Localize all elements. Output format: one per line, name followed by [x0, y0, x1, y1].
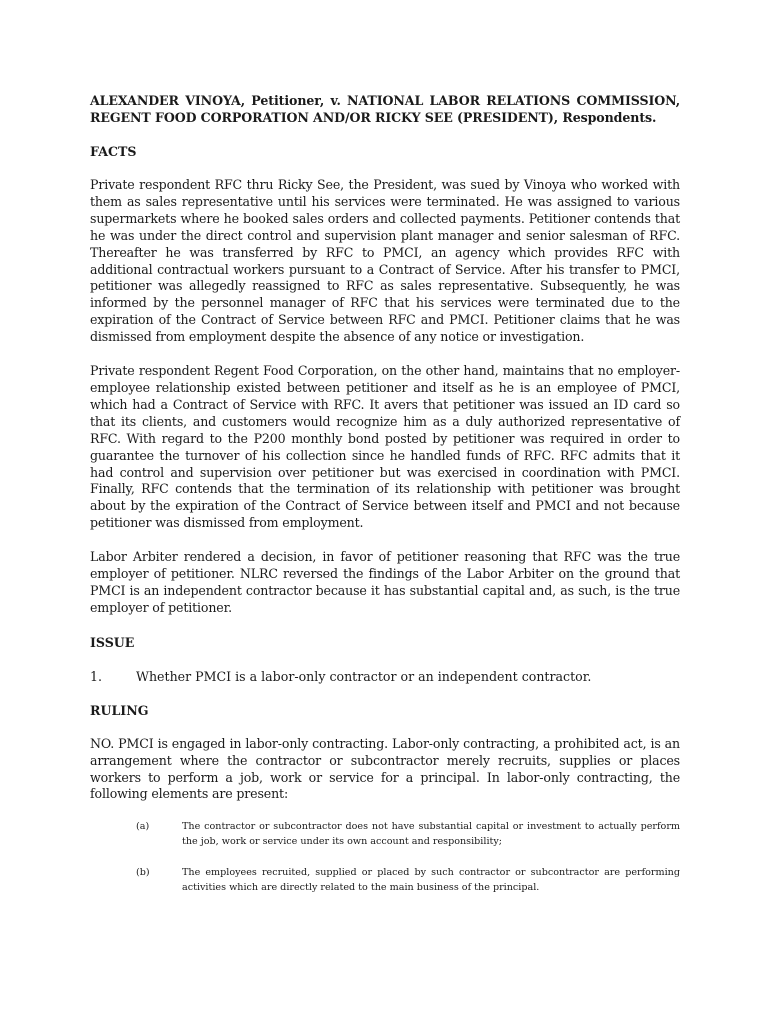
ruling-heading: RULING	[90, 702, 149, 718]
element-label: (b)	[136, 867, 150, 879]
element-item-a	[136, 820, 680, 849]
elements-list	[136, 820, 680, 895]
facts-heading: FACTS	[90, 144, 137, 159]
ruling-paragraph: NO. PMCI is engaged in labor-only contracting. Labor-only contracting, a prohibited act, is an arrangement where the contractor or subcontractor merely recruits, supplies or places workers to perform a job, work or service for a principal. In labor-only contracting, the following elements are present:	[90, 735, 680, 802]
element-item-b	[136, 866, 680, 895]
case-title: ALEXANDER VINOYA, Petitioner, v. NATIONAL LABOR RELATIONS COMMISSION, REGENT FOOD CORPORATION AND/OR RICKY SEE (PRESIDENT), Respondents.	[90, 93, 680, 125]
element-text: The employees recruited, supplied or placed by such contractor or subcontractor are performing activities which are directly related to the main business of the principal.	[182, 867, 680, 893]
element-label: (a)	[136, 821, 150, 833]
issue-heading: ISSUE	[90, 634, 135, 650]
issue-text: Whether PMCI is a labor-only contractor or an independent contractor.	[136, 668, 592, 684]
document-page	[90, 92, 680, 912]
facts-paragraph-3: Labor Arbiter rendered a decision, in favor of petitioner reasoning that RFC was the true employer of petitioner. NLRC reversed the findings of the Labor Arbiter on the ground that PMCI is an independent contractor because it has substantial capital and, as such, is the true employer of petitioner.	[90, 549, 680, 615]
facts-paragraph-2: Private respondent Regent Food Corporation, on the other hand, maintains that no employer-employee relationship existed between petitioner and itself as he is an employee of PMCI, which had a Contract of Service with RFC. It avers that petitioner was issued an ID card so that its clients, and customers would recognize him as a duly authorized representative of RFC. With regard to the P200 monthly bond posted by petitioner was required in order to guarantee the turnover of his collection since he handled funds of RFC. RFC admits that it had control and supervision over petitioner but was exercised in coordination with PMCI. Finally, RFC contends that the termination of its relationship with petitioner was brought about by the expiration of the Contract of Service between itself and PMCI and not because petitioner was dismissed from employment.	[90, 363, 680, 531]
issue-item	[90, 668, 680, 685]
facts-paragraph-1: Private respondent RFC thru Ricky See, the President, was sued by Vinoya who worked with them as sales representative until his services were terminated. He was assigned to various supermarkets where he booked sales orders and collected payments. Petitioner contends that he was under the direct control and supervision plant manager and senior salesman of RFC. Thereafter he was transferred by RFC to PMCI, an agency which provides RFC with additional contractual workers pursuant to a Contract of Service. After his transfer to PMCI, petitioner was allegedly reassigned to RFC as sales representative. Subsequently, he was informed by the personnel manager of RFC that his services were terminated due to the expiration of the Contract of Service between RFC and PMCI. Petitioner claims that he was dismissed from employment despite the absence of any notice or investigation.	[90, 177, 680, 345]
issue-number: 1.	[90, 668, 103, 684]
element-text: The contractor or subcontractor does not have substantial capital or investment to actually perform the job, work or service under its own account and responsibility;	[182, 821, 680, 847]
